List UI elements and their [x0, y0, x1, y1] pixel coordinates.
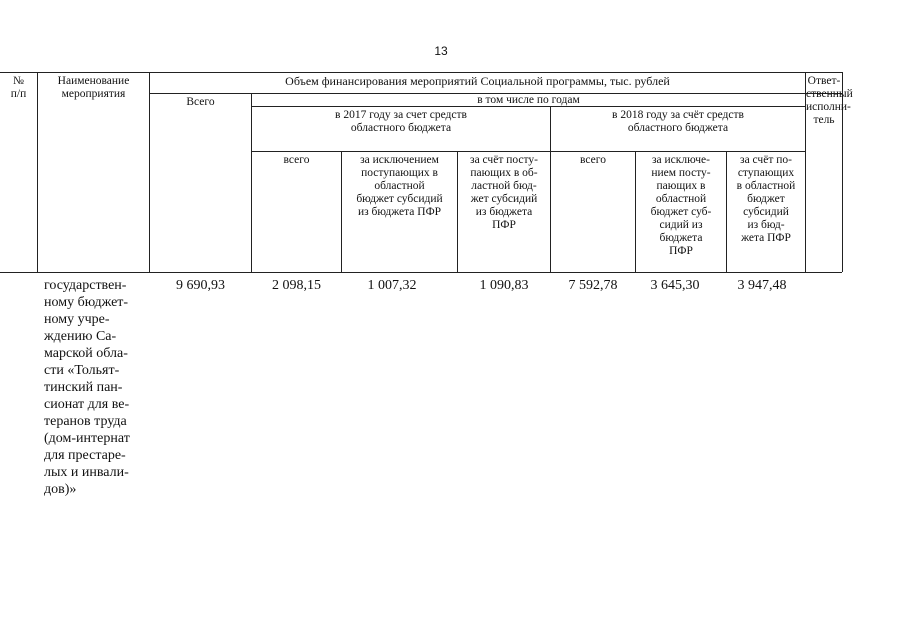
header-2017-pfr: за счёт посту- пающих в об- ластной бюд- жет субсидий из бюджета ПФР: [470, 154, 538, 231]
value-2017-pfr: 1 090,83: [479, 278, 529, 293]
header-number: № п/п: [10, 75, 27, 100]
value-total: 9 690,93: [176, 278, 225, 293]
header-year-2017: в 2017 году за счет средств областного бюджета: [335, 109, 467, 134]
header-total: Всего: [186, 96, 215, 108]
value-2017-excluding: 1 007,32: [367, 278, 417, 293]
value-2018-pfr: 3 947,48: [737, 278, 787, 293]
header-2017-total: всего: [283, 154, 310, 166]
header-2018-pfr: за счёт по- ступающих в областной бюджет субсидий из бюд- жета ПФР: [736, 154, 796, 244]
page-number: 13: [434, 44, 448, 58]
header-2017-excluding: за исключением поступающих в областной бюджет субсидий из бюджета ПФР: [356, 154, 443, 218]
value-2018-total: 7 592,78: [568, 278, 618, 293]
header-year-2018: в 2018 году за счёт средств областного бюджета: [612, 109, 744, 134]
header-by-years: в том числе по годам: [477, 94, 580, 106]
header-responsible: Ответ- ственный исполни- тель: [806, 75, 853, 126]
header-2018-excluding: за исключе- нием посту- пающих в областной бюджет суб- сидий из бюджета ПФР: [650, 154, 712, 257]
value-2017-total: 2 098,15: [272, 278, 321, 293]
header-measure-name: Наименование мероприятия: [57, 75, 130, 100]
value-2018-excluding: 3 645,30: [650, 278, 700, 293]
measure-name-cell: государствен- ному бюджет- ному учре- ждению Са- марской обла- сти «Тольят- тинский пан- сионат для ве- теранов труда (дом-интернат для престаре- лых и инвали- дов)»: [44, 278, 130, 497]
header-funding: Объем финансирования мероприятий Социальной программы, тыс. рублей: [285, 74, 670, 88]
header-2018-total: всего: [580, 154, 606, 166]
